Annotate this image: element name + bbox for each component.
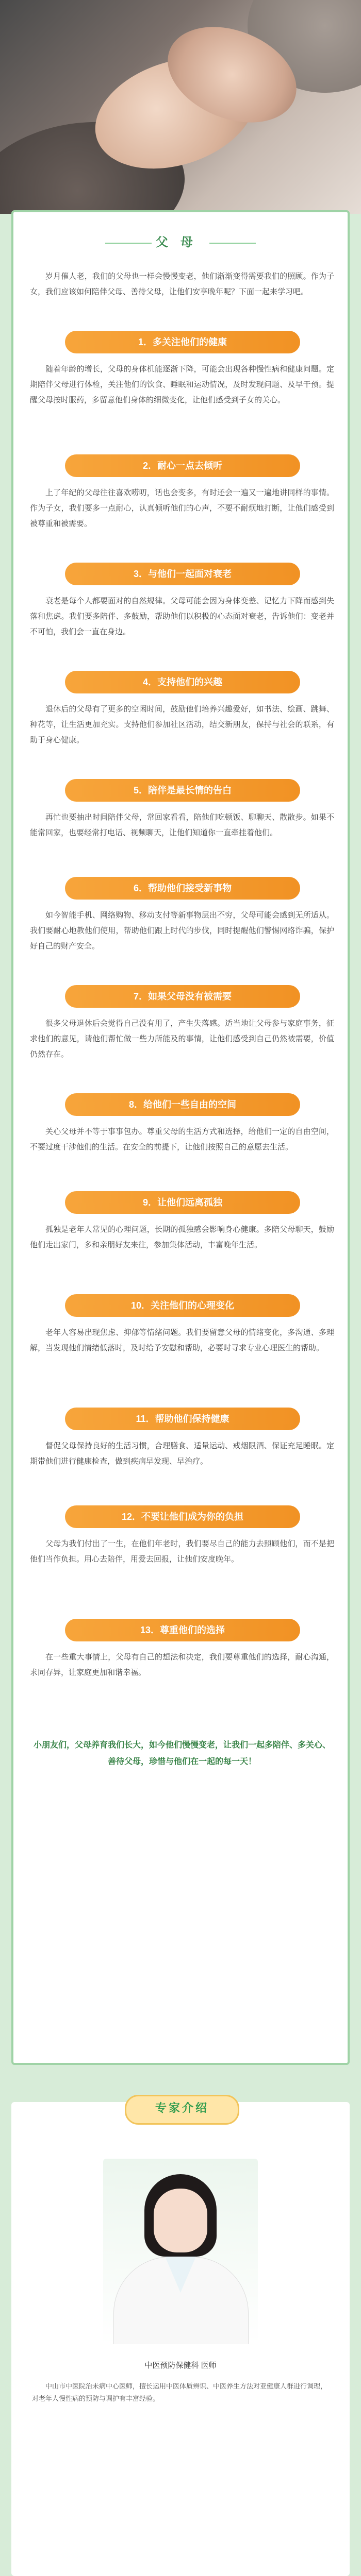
section-body-9: 孤独是老年人常见的心理问题，长期的孤独感会影响身心健康。多陪父母聊天，鼓励他们走出家门，多和亲朋好友来往，参加集体活动，丰富晚年生活。 xyxy=(30,1225,334,1249)
section-body-8: 关心父母并不等于事事包办。尊重父母的生活方式和选择，给他们一定的自由空间，不要过度干涉他们的生活。在安全的前提下，让他们按照自己的意愿去生活。 xyxy=(30,1127,334,1151)
section-body-13: 在一些重大事情上，父母有自己的想法和决定，我们要尊重他们的选择，耐心沟通，求同存异，让家庭更加和谐幸福。 xyxy=(30,1653,334,1677)
article-card xyxy=(11,210,350,2065)
intro-text: 岁月催人老，我们的父母也一样会慢慢变老，他们渐渐变得需要我们的照顾。作为子女，我们应该如何陪伴父母、善待父母，让他们安享晚年呢？下面一起来学习吧。 xyxy=(30,272,334,296)
section-heading-8: 8．给他们一些自由的空间 xyxy=(65,1093,300,1116)
section-body-6: 如今智能手机、网络购物、移动支付等新事物层出不穷，父母可能会感到无所适从。我们要耐心地教他们使用，帮助他们跟上时代的步伐，同时提醒他们警惕网络诈骗，保护好自己的财产安全。 xyxy=(30,911,334,951)
section-body-11: 督促父母保持良好的生活习惯，合理膳食、适量运动、戒烟限酒、保证充足睡眠。定期带他们进行健康检查，做到疾病早发现、早治疗。 xyxy=(30,1442,334,1466)
expert-title: 专家介绍 xyxy=(125,2095,239,2125)
section-heading-9: 9．让他们远离孤独 xyxy=(65,1191,300,1214)
section-heading-6: 6．帮助他们接受新事物 xyxy=(65,877,300,900)
section-body-3: 衰老是每个人都要面对的自然规律。父母可能会因为身体变差、记忆力下降而感到失落和焦虑。我们要多陪伴、多鼓励，帮助他们以积极的心态面对衰老，告诉他们：变老并不可怕，我们会一直在身边。 xyxy=(30,597,334,636)
expert-section xyxy=(11,2102,350,2576)
expert-portrait xyxy=(103,2159,258,2344)
closing-text: 小朋友们，父母养育我们长大，如今他们慢慢变老，让我们一起多陪伴、多关心、善待父母，珍惜与他们在一起的每一天！ xyxy=(33,1741,331,1766)
section-body-12: 父母为我们付出了一生，在他们年老时，我们要尽自己的能力去照顾他们，而不是把他们当作负担。用心去陪伴，用爱去回报，让他们安度晚年。 xyxy=(30,1539,334,1564)
section-heading-12: 12．不要让他们成为你的负担 xyxy=(65,1505,300,1528)
section-heading-13: 13．尊重他们的选择 xyxy=(65,1619,300,1641)
section-heading-4: 4．支持他们的兴趣 xyxy=(65,671,300,693)
section-heading-2: 2．耐心一点去倾听 xyxy=(65,454,300,477)
section-body-4: 退休后的父母有了更多的空闲时间，鼓励他们培养兴趣爱好，如书法、绘画、跳舞、种花等，让生活更加充实。支持他们参加社区活动，结交新朋友，保持与社会的联系，有助于身心健康。 xyxy=(30,705,334,744)
section-heading-3: 3．与他们一起面对衰老 xyxy=(65,563,300,585)
section-body-1: 随着年龄的增长，父母的身体机能逐渐下降，可能会出现各种慢性病和健康问题。定期陪伴父母进行体检，关注他们的饮食、睡眠和运动情况，及时发现问题、及早干预。提醒父母按时服药，多留意他们身体的细微变化，让他们感受到子女的关心。 xyxy=(30,365,334,404)
expert-description: 中山市中医院治未病中心医师，擅长运用中医体质辨识、中医养生方法对亚健康人群进行调理，对老年人慢性病的预防与调护有丰富经验。 xyxy=(32,2382,327,2402)
portrait-face xyxy=(154,2189,207,2252)
section-body-10: 老年人容易出现焦虑、抑郁等情绪问题。我们要留意父母的情绪变化，多沟通、多理解，当发现他们情绪低落时，及时给予安慰和帮助，必要时寻求专业心理医生的帮助。 xyxy=(30,1328,334,1352)
section-heading-7: 7．如果父母没有被需要 xyxy=(65,985,300,1008)
section-body-5: 再忙也要抽出时间陪伴父母，常回家看看，陪他们吃顿饭、聊聊天、散散步。如果不能常回家，也要经常打电话、视频聊天，让他们知道你一直牵挂着他们。 xyxy=(30,813,334,837)
section-body-2: 上了年纪的父母往往喜欢唠叨，话也会变多，有时还会一遍又一遍地讲同样的事情。作为子女，我们要多一点耐心，认真倾听他们的心声，不要不耐烦地打断，让他们感受到被尊重和被需要。 xyxy=(30,488,334,528)
expert-name: 中医预防保健科 医师 xyxy=(144,2361,217,2370)
hero-image xyxy=(0,0,361,214)
section-heading-10: 10．关注他们的心理变化 xyxy=(65,1294,300,1317)
section-body-7: 很多父母退休后会觉得自己没有用了，产生失落感。适当地让父母参与家庭事务，征求他们的意见，请他们帮忙做一些力所能及的事情，让他们感受到自己仍然被需要，价值仍然存在。 xyxy=(30,1019,334,1059)
section-heading-5: 5．陪伴是最长情的告白 xyxy=(65,779,300,802)
card-title: 父母 xyxy=(13,232,348,250)
section-heading-1: 1．多关注他们的健康 xyxy=(65,331,300,353)
section-heading-11: 11．帮助他们保持健康 xyxy=(65,1408,300,1430)
